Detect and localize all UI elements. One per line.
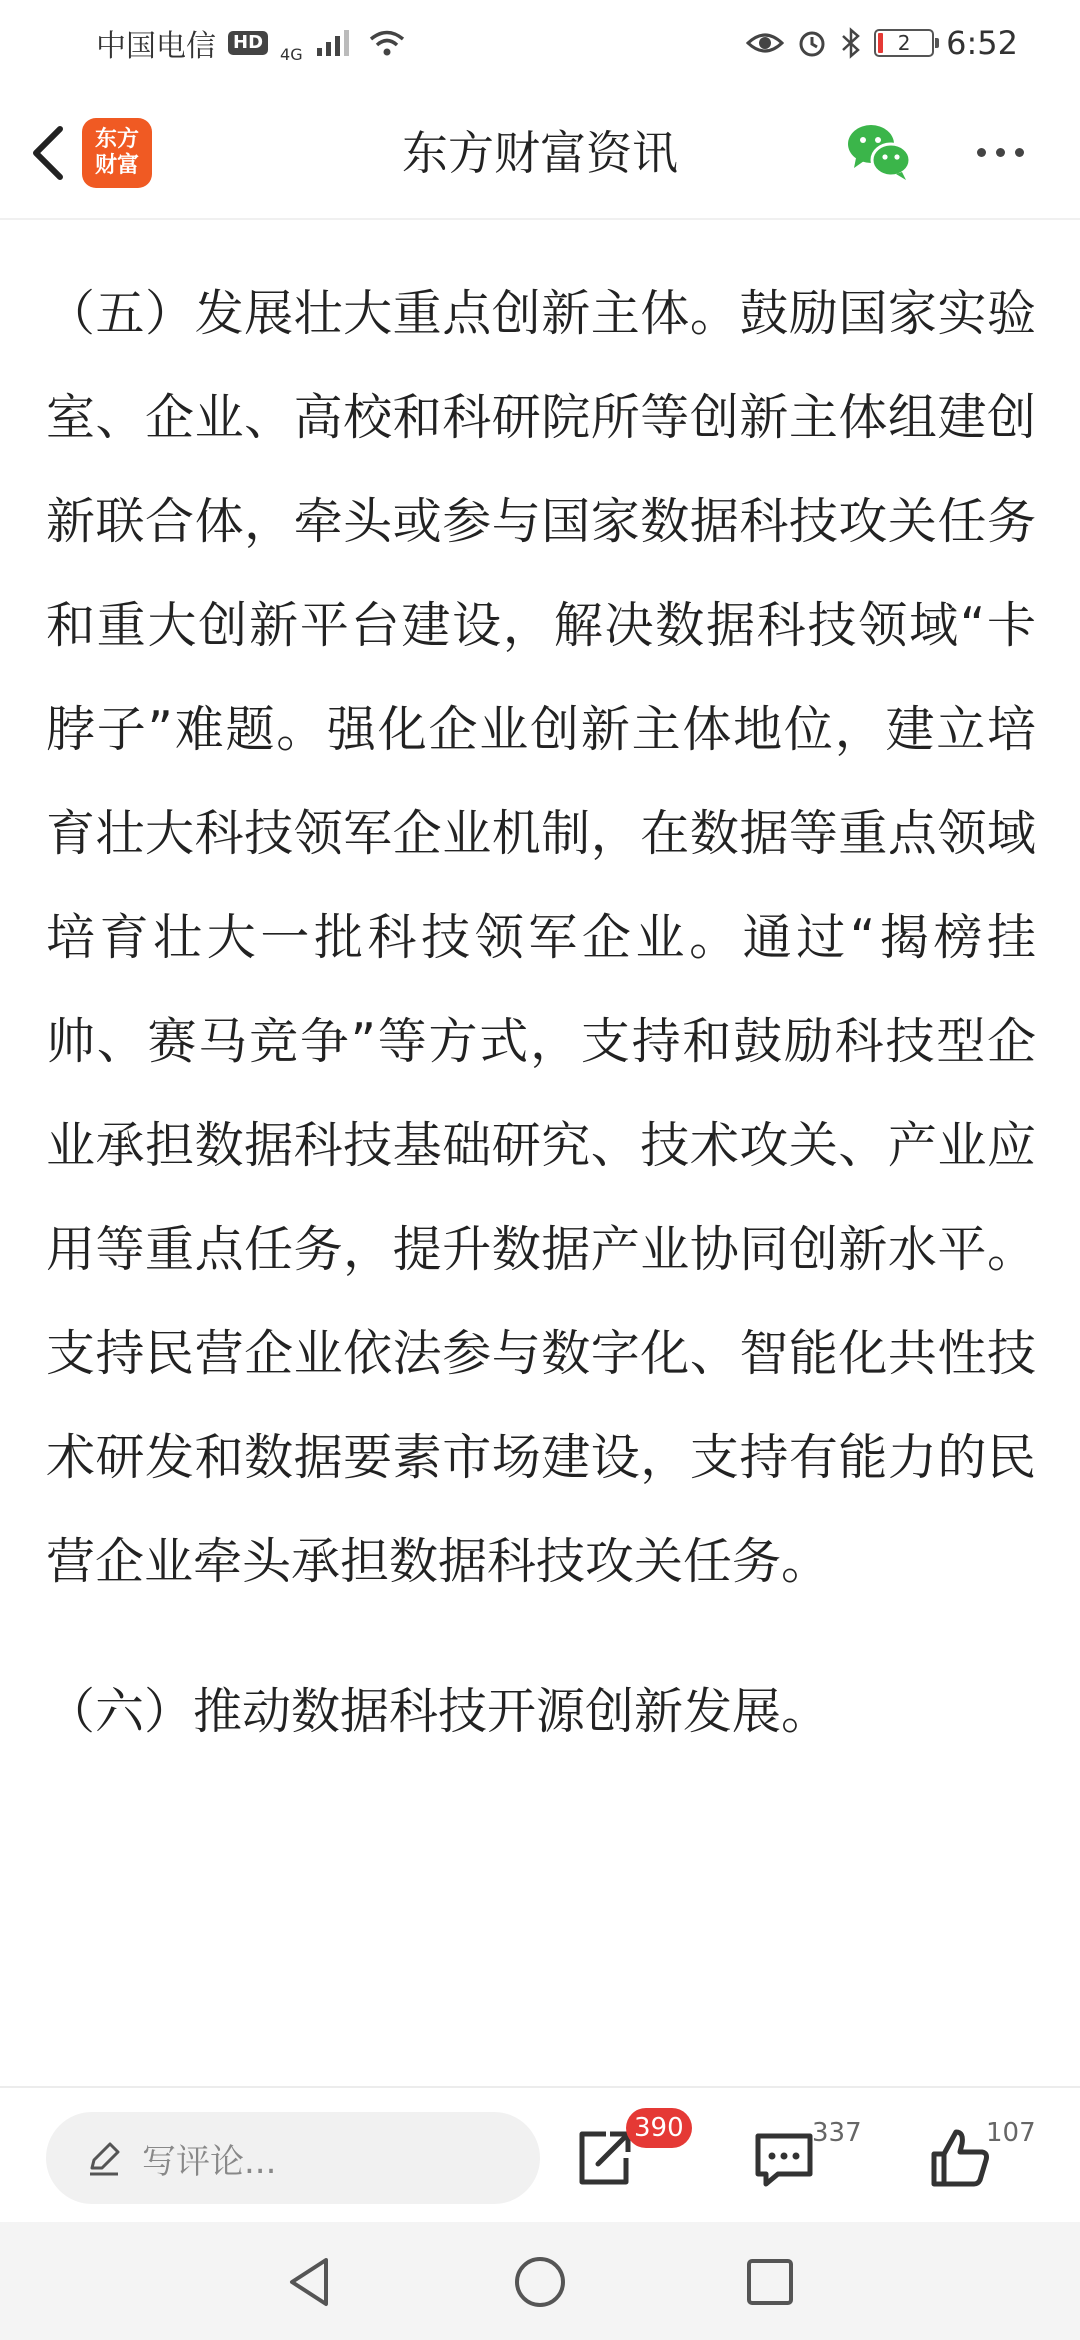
more-button[interactable] <box>968 130 1032 174</box>
wifi-icon <box>367 28 407 58</box>
square-recent-icon <box>740 2252 800 2312</box>
chevron-left-icon <box>28 123 68 183</box>
eye-icon <box>746 29 784 57</box>
more-dot <box>977 148 986 157</box>
status-left <box>96 21 407 65</box>
article-body <box>46 262 1036 1764</box>
logo-line2: 财富 <box>94 153 139 178</box>
app-header <box>0 86 1080 220</box>
share-count-badge: 390 <box>626 2108 692 2148</box>
article-paragraph: （六）推动数据科技开源创新发展。 <box>46 1683 831 1740</box>
signal-icon <box>315 28 355 58</box>
logo-line1: 东方 <box>94 127 139 152</box>
battery-icon <box>874 29 934 57</box>
article-paragraph: （五）发展壮大重点创新主体。鼓励国家实验室、企业、高校和科研院所等创新主体组建创新联合体，牵头或参与国家数据科技攻关任务和重大创新平台建设，解决数据科技领域“卡脖子”难题。强化企业创新主体地位，建立培育壮大科技领军企业机制，在数据等重点领域培育壮大一批科技领军企业。通过“揭榜挂帅、赛马竞争”等方式，支持和鼓励科技型企业承担数据科技基础研究、技术攻关、产业应用等重点任务，提升数据产业协同创新水平。支持民营企业依法参与数字化、智能化共性技术研发和数据要素市场建设，支持有能力的民营企业牵头承担数据科技攻关任务。 <box>46 285 1036 1590</box>
battery-level: 2 <box>897 31 911 55</box>
share-button[interactable] <box>572 2126 636 2190</box>
page-title: 东方财富资讯 <box>402 126 678 180</box>
nav-recent-button[interactable] <box>740 2252 800 2312</box>
comment-placeholder: 写评论... <box>142 2141 277 2182</box>
network-label: 4G <box>280 45 303 64</box>
nav-back-button[interactable] <box>280 2252 340 2312</box>
status-right <box>746 24 1018 62</box>
pencil-icon <box>86 2140 122 2176</box>
comment-bubble-icon <box>752 2126 816 2190</box>
comments-button[interactable] <box>752 2126 816 2190</box>
thumbs-up-icon <box>928 2126 992 2190</box>
status-time: 6:52 <box>946 24 1018 62</box>
like-count: 107 <box>986 2118 1036 2148</box>
comment-count: 337 <box>812 2118 862 2148</box>
more-dot <box>996 148 1005 157</box>
circle-home-icon <box>510 2252 570 2312</box>
alarm-icon <box>796 27 828 59</box>
system-nav-bar <box>0 2222 1080 2340</box>
bluetooth-icon <box>840 27 862 59</box>
nav-home-button[interactable] <box>510 2252 570 2312</box>
back-button[interactable] <box>20 118 76 188</box>
bottom-action-bar <box>0 2086 1080 2222</box>
wechat-share-button[interactable] <box>846 122 912 182</box>
share-icon <box>572 2126 636 2190</box>
carrier-label: 中国电信 <box>96 29 216 64</box>
status-bar <box>0 0 1080 86</box>
wechat-icon <box>846 122 912 182</box>
triangle-back-icon <box>280 2252 340 2312</box>
app-logo[interactable] <box>82 118 152 188</box>
like-button[interactable] <box>928 2126 992 2190</box>
comment-input[interactable] <box>46 2112 540 2204</box>
more-dot <box>1015 148 1024 157</box>
hd-badge: HD <box>228 31 268 55</box>
